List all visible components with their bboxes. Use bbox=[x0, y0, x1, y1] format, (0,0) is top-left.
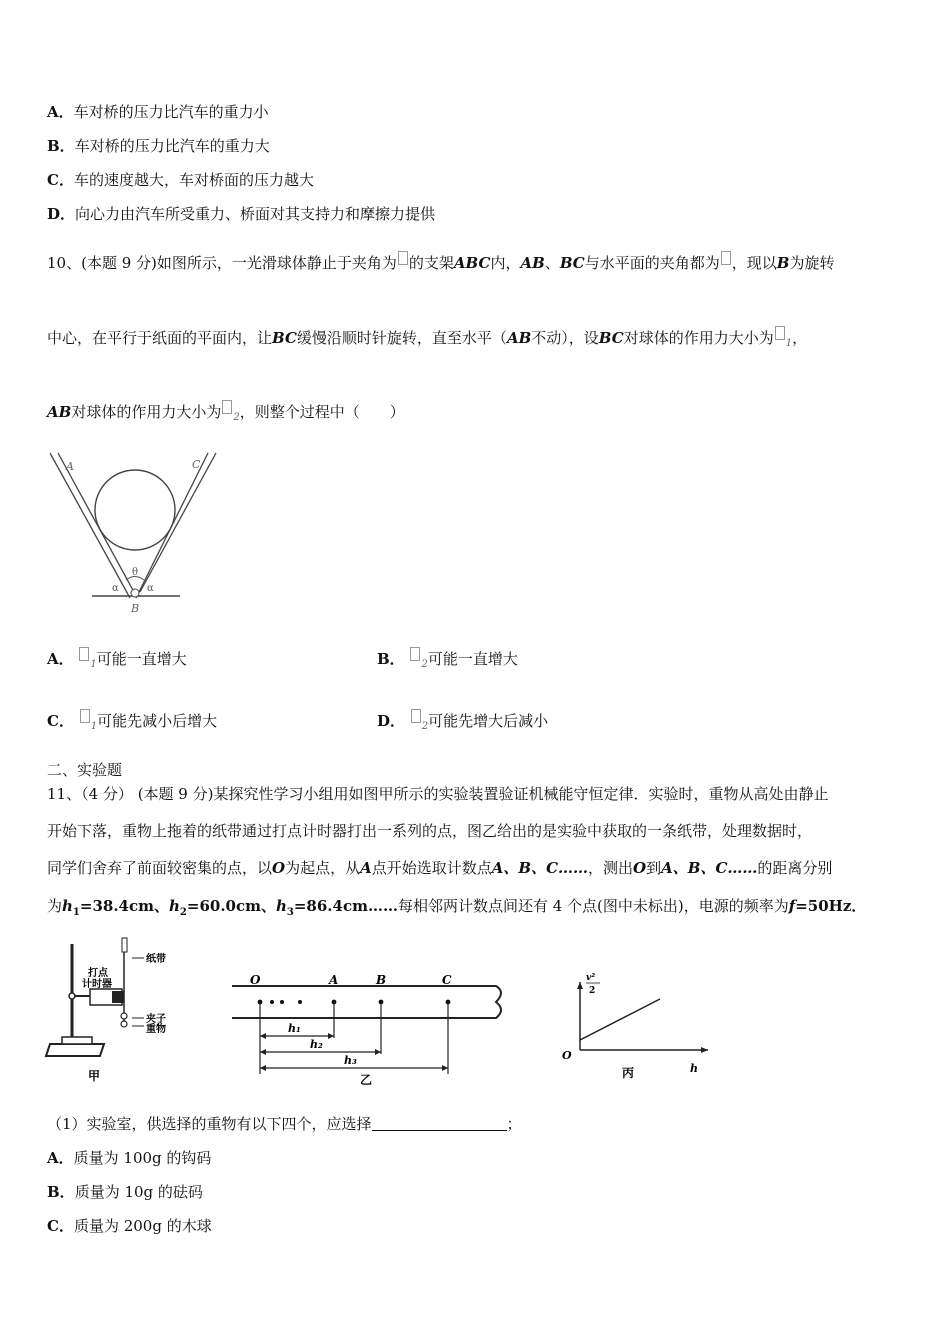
q9-option-c: C．车的速度越大，车对桥面的压力越大 bbox=[47, 171, 314, 189]
f-placeholder bbox=[775, 326, 785, 340]
tape-label-o: O bbox=[250, 973, 261, 987]
alpha-placeholder bbox=[721, 251, 731, 265]
tape-label-a: A bbox=[329, 973, 339, 987]
graph-origin: O bbox=[562, 1049, 572, 1062]
tape-label-h1: h₁ bbox=[288, 1022, 301, 1035]
label-clip: 夹子 bbox=[146, 1014, 166, 1025]
label-a: A bbox=[66, 460, 74, 473]
q10-option-a: A． $_1$可能一直增大 bbox=[47, 647, 187, 675]
tape-label-h2: h₂ bbox=[310, 1038, 323, 1051]
graph-ylabel-num: v² bbox=[586, 973, 596, 983]
caption-yi: 乙 bbox=[360, 1073, 373, 1087]
q10-support-figure bbox=[48, 448, 201, 618]
graph-ylabel-den: 2 bbox=[589, 986, 596, 996]
theta-placeholder bbox=[398, 251, 408, 265]
tape-label-c: C bbox=[442, 973, 452, 987]
label-timer: 打点 bbox=[88, 968, 108, 979]
q11-sub1-prompt: （1）实验室，供选择的重物有以下四个，应选择 ； bbox=[47, 1115, 522, 1133]
q11-stem-line1: 11、（4 分） (本题 9 分)某探究性学习小组用如图甲所示的实验装置验证机械能守恒定律．实验时，重物从高处由静止 bbox=[47, 785, 829, 803]
q10-stem-line3: AB对球体的作用力大小为 $_2$，则整个过程中（ ） bbox=[47, 400, 405, 428]
fig-bing-graph bbox=[556, 968, 716, 1082]
label-tape: 纸带 bbox=[146, 954, 166, 965]
q9-option-d: D．向心力由汽车所受重力、桥面对其支持力和摩擦力提供 bbox=[47, 205, 436, 223]
q10-option-c: C． $_1$可能先减小后增大 bbox=[47, 709, 217, 737]
q11-sub1-option-c: C．质量为 200g 的木球 bbox=[47, 1217, 212, 1235]
label-alpha-left: α bbox=[112, 583, 119, 594]
caption-jia: 甲 bbox=[88, 1069, 101, 1083]
q9-option-a: A．车对桥的压力比汽车的重力小 bbox=[47, 103, 269, 121]
q9-option-b: B．车对桥的压力比汽车的重力大 bbox=[47, 137, 270, 155]
q11-sub1-option-b: B．质量为 10g 的砝码 bbox=[47, 1183, 203, 1201]
fig-yi-paper-tape bbox=[224, 973, 514, 1087]
label-timer2: 计时器 bbox=[82, 979, 112, 990]
graph-xlabel: h bbox=[690, 1062, 698, 1075]
q11-stem-line2: 开始下落，重物上拖着的纸带通过打点计时器打出一系列的点，图乙给出的是实验中获取的一条纸带，处理数据时， bbox=[47, 822, 813, 840]
q11-stem-line4: 为$h_1=38.4cm$、$h_2=60.0cm$、$h_3=86.4cm\dots\dots$每相邻两计数点间还有 4 个点(图中未标出)，电源的频率为f=50Hz． bbox=[47, 897, 867, 918]
label-theta: θ bbox=[132, 567, 139, 578]
label-weight: 重物 bbox=[146, 1024, 166, 1035]
label-b: B bbox=[131, 602, 140, 615]
q10-stem-line1: 10、(本题 9 分)如图所示，一光滑球体静止于夹角为 的支架ABC内，AB、BC与水平面的夹角都为 ，现以B为旋转 bbox=[47, 251, 834, 273]
answer-blank[interactable] bbox=[372, 1116, 507, 1131]
caption-bing: 丙 bbox=[622, 1066, 635, 1080]
section-heading: 二、实验题 bbox=[47, 761, 123, 779]
q10-stem-line2: 中心，在平行于纸面的平面内，让BC缓慢沿顺时针旋转，直至水平（AB不动），设BC对球体的作用力大小为 $_1$， bbox=[47, 326, 807, 354]
tape-label-h3: h₃ bbox=[344, 1054, 357, 1067]
q11-sub1-option-a: A．质量为 100g 的钩码 bbox=[47, 1149, 212, 1167]
label-c: C bbox=[192, 458, 201, 471]
q11-stem-line3: 同学们舍弃了前面较密集的点，以O为起点，从A点开始选取计数点A、B、C……，测出O到A、B、C……的距离分别 bbox=[47, 859, 833, 877]
q10-option-d: D． $_2$可能先增大后减小 bbox=[377, 709, 548, 737]
q10-option-b: B． $_2$可能一直增大 bbox=[377, 647, 518, 675]
fig-jia-apparatus bbox=[44, 936, 184, 1086]
label-alpha-right: α bbox=[147, 583, 154, 594]
f-placeholder bbox=[222, 400, 232, 414]
tape-label-b: B bbox=[376, 973, 387, 987]
